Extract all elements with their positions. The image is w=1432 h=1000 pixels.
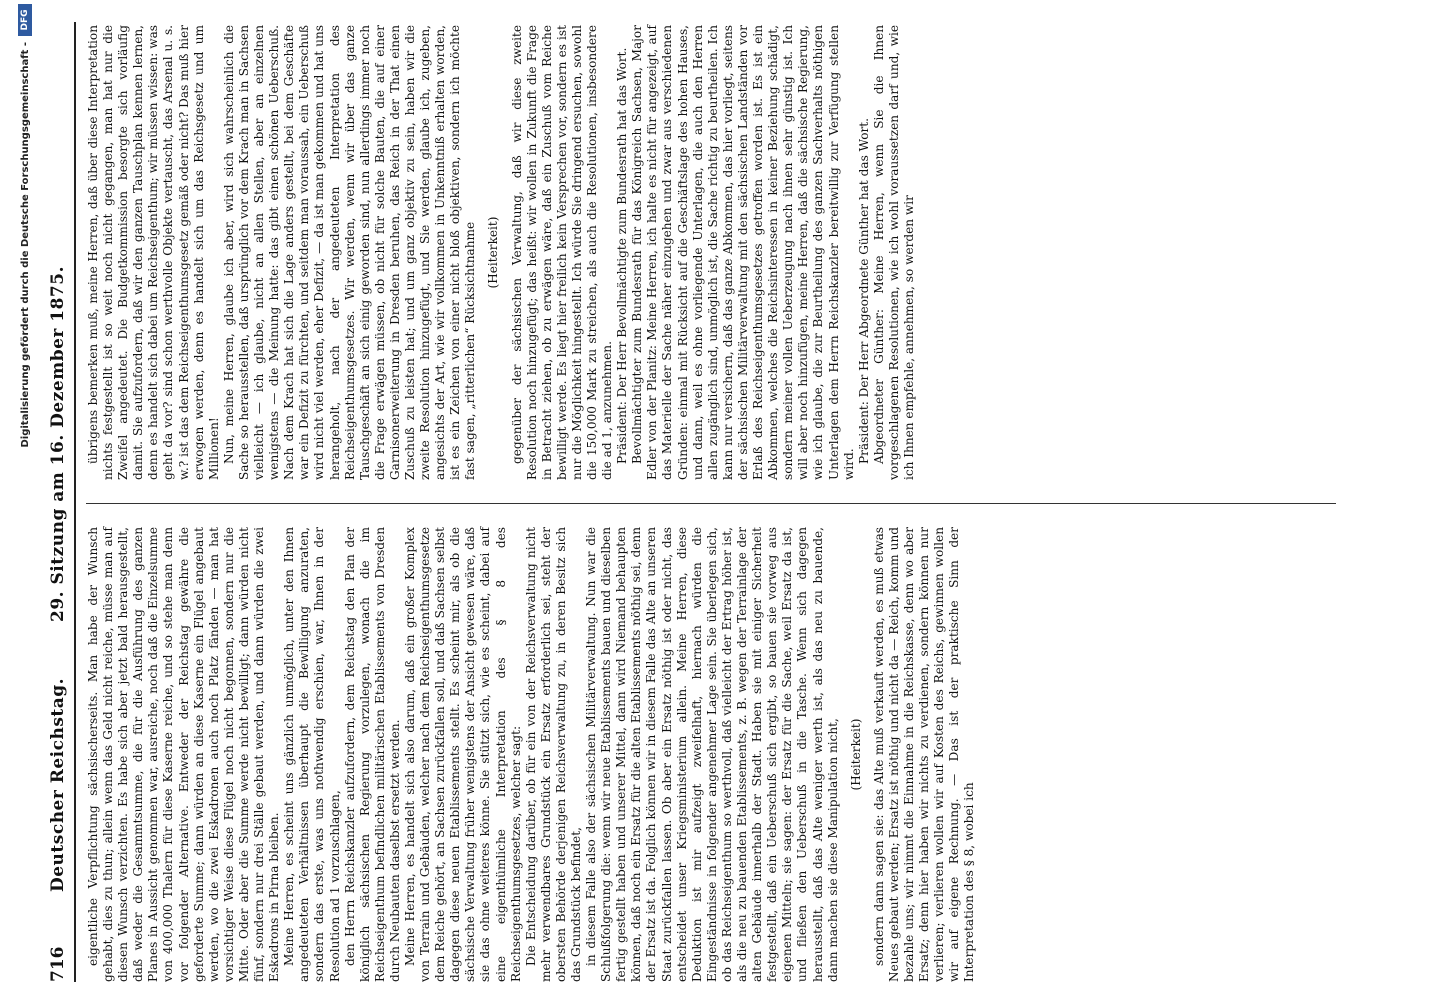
- paragraph: gegenüber der sächsischen Verwaltung, daß wir diese zweite Resolution noch hinzugefügt; das heißt: wir wollen in Zukunft die Frage in Betracht ziehen, ob zu erwägen wäre, daß ein Zuschuß vom Reiche bewilligt werde. Es liegt hier freilich kein Versprechen vor, sondern es ist nur die Möglichkeit hingestellt. Ich würde Sie dringend ersuchen, sowohl die 150,000 Mark zu streichen, als auch die Resolutionen, insbesondere die ad 1, anzunehmen.: [509, 25, 615, 480]
- column-right: [86, 25, 917, 480]
- page-number: 716: [48, 946, 68, 982]
- document-page: [16, 0, 1416, 1000]
- digitization-credit: [16, 0, 38, 1000]
- paragraph: (Heiterkeit): [486, 216, 501, 289]
- page-header: [44, 22, 76, 982]
- paragraph: Meine Herren, es handelt sich also darum, daß ein großer Komplex von Terrain und Gebäuden, welcher nach dem Reichseigenthumsgesetze dem Reiche gehört, an Sachsen zurückfallen soll, und daß Sachsen selbst dagegen diese neuen Etablissements stellt. Es scheint mir, als ob die sächsische Verwaltung früher wenigstens der Ansicht gewesen wäre, daß sie das ohne weiteres könne. Sie stützt sich, wie es scheint, dabei auf eine eigenthümliche Interpretation des § 8 des Reichseigenthumsgesetzes, welcher sagt:: [402, 527, 523, 982]
- paragraph: Nun, meine Herren, glaube ich aber, wird sich wahrscheinlich die Sache so herausstellen, daß ursprünglich vor dem Krach man in Sachsen vielleicht — ich glaube, nicht an allen Stellen, aber an einzelnen wenigstens — die Meinung hatte: das gibt einen schönen Ueberschuß. Nach dem Krach hat sich die Lage anders gestellt, bei dem Geschäfte war ein Defizit zu fürchten, und seitdem man voraussah, ein Ueberschuß wird nicht viel werden, eher Defizit, — da ist man gekommen und hat uns herangeholt, nach der angedeuteten Interpretation des Reichseigenthumsgesetzes. Wir werden, wenn wir über das ganze Tauschgeschäft an sich einig geworden sind, nun allerdings immer noch die Frage erwägen müssen, ob nicht für solche Bauten, die auf einer Garnisonerweiterung in Dresden beruhen, das Reich in der That einen Zuschuß zu leisten hat; und um ganz objektiv zu sein, haben wir die zweite Resolution hinzugefügt, und Sie werden, glaube ich, zugeben, angesichts der Art, wie wir vollkommen in Unkenntniß erhalten worden, ist es ein Zeichen von einer nicht bloß objektiven, sondern ich möchte fast sagen, „ritterlichen“ Rücksichtnahme: [221, 25, 478, 480]
- paragraph: (Heiterkeit): [848, 718, 863, 791]
- column-divider: [86, 503, 1336, 504]
- column-left: [86, 527, 977, 982]
- paragraph: übrigens bemerken muß, meine Herren, daß über diese Interpretation nichts festgestellt ist so weit noch nicht gegangen, man hat nur die Zweifel angedeutet. Die Budgetkommission besorgte sich vorläufig damit. Sie aufzufordern, daß wir den ganzen Tauschplan kennen lernen, denn es handelt sich dabei um Reichseigenthum; wir müssen wissen: was geht da vor? sind schon werthvolle Objekte vertauscht, das Arsenal u. s. w.? ist das dem Reichseigenthumsgesetz gemäß oder nicht? Das muß hier erwogen werden, denn es handelt sich um das Reichsgesetz und um Millionen!: [86, 25, 221, 480]
- paragraph: in diesem Falle also der sächsischen Militärverwaltung. Nun war die Schlußfolgerung die: wenn wir neue Etablissements bauen und dieselben fertig gestellt haben und unserer Mittel, dann wird Niemand behaupten können, daß noch ein Ersatz für die alten Etablissements nöthig sei, denn der Ersatz ist da. Folglich können wir in diesem Falle das Alte an unseren Staat zurückfallen lassen. Ob aber ein Ersatz nöthig ist oder nicht, das entscheidet unser Kriegsministerium allein. Meine Herren, diese Deduktion ist mir aufzeigt zweifelhaft, hiernach würden die Eingeständnisse in folgender angenehmer Lage sein. Sie überlegen sich, ob das Reichseigenthum so werthvoll, daß vielleicht der Ertrag höher ist, als die neu zu bauenden Etablissements, z. B. wegen der Terrainlage der alten Gebäude innerhalb der Stadt. Haben sie mit einiger Sicherheit festgestellt, daß ein Ueberschuß sich ergibt, so bauen sie vorweg aus eigenen Mitteln; sie sagen: der Ersatz für die Sache, weil Ersatz da ist, und fließen den Ueberschuß in die Tasche. Wenn sich dagegen herausstellt, daß das Alte weniger werth ist, als das neu zu bauende, dann machen sie diese Manipulation nicht,: [584, 527, 840, 982]
- paragraph: Präsident: Der Herr Bevollmächtigte zum Bundesrath hat das Wort.: [615, 47, 630, 464]
- dfg-logo: DFG: [18, 4, 32, 36]
- paragraph: Die Entscheidung darüber, ob für ein von der Reichsverwaltung nicht mehr verwendbares Grundstück ein Ersatz erforderlich sei, steht der obersten Behörde derjenigen Reichsverwaltung zu, in deren Besitz sich das Grundstück befindet,: [523, 527, 583, 982]
- paragraph: Meine Herren, es scheint uns gänzlich unmöglich, unter den Ihnen angedeuteten Verhältnissen überhaupt die Bewilligung anzuraten, sondern das erste, was uns nothwendig erschien, war, Ihnen in der Resolution ad 1 vorzuschlagen,: [282, 527, 342, 982]
- paragraph: Abgeordneter Günther: Meine Herren, wenn Sie die Ihnen vorgeschlagenen Resolutionen, wie ich wohl voraussetzen darf und, wie ich Ihnen empfehle, annehmen, so werden wir: [871, 25, 916, 480]
- paragraph: Bevollmächtigter zum Bundesrath für das Königreich Sachsen, Major Edler von der Planitz: Meine Herren, ich halte es nicht für angezeigt, auf das Materielle der Sache näher einzugehen und zwar aus verschiedenen Gründen: einmal mit Rücksicht auf die Geschäftslage des hohen Hauses, und dann, weil es ohne vorliegende Unterlagen, die auch den Herren allen zugänglich sind, unmöglich ist, die Sache richtig zu beurtheilen. Ich kann nur versichern, daß das ganze Abkommen, das hier vorliegt, seitens der sächsischen Militärverwaltung mit den sächsischen Landständen vor Erlaß des Reichseigenthumsgesetzes getroffen worden ist. Es ist ein Abkommen, welches die Reichsinteressen in keiner Beziehung schädigt, sondern meiner vollen Ueberzeugung nach ihnen sehr günstig ist. Ich will aber noch hinzufügen, meine Herren, daß die sächsische Regierung, wie ich glaube, die zur Beurtheilung des ganzen Sachverhalts nöthigen Unterlagen dem Herrn Reichskanzler bereitwillig zur Verfügung stellen wird.: [630, 25, 856, 480]
- paragraph: den Herrn Reichskanzler aufzufordern, dem Reichstag den Plan der königlich sächsischen Regierung vorzulegen, wonach die im Reichseigenthum befindlichen militärischen Etablissements von Dresden durch Neubauten daselbst ersetzt werden.: [342, 527, 402, 982]
- paragraph: sondern dann sagen sie: das Alte muß verkauft werden, es muß etwas Neues gebaut werden; Ersatz ist nöthig und nicht da — Reich, komm und bezahle uns; wir nimmt die Einnahme in die Reichskasse, denn wo aber Ersatz; denn hier haben wir nichts zu verdienen, sondern können nur verlieren; verlieren wollen wir auf Kosten des Reichs, gewinnen wollen wir auf eigene Rechnung. — Das ist der praktische Sinn der Interpretation des § 8, wobei ich: [871, 527, 977, 982]
- credit-text: Digitalisierung gefördert durch die Deutsche Forschungsgemeinschaft -: [20, 42, 31, 448]
- paragraph: Präsident: Der Herr Abgeordnete Günther hat das Wort.: [856, 118, 871, 464]
- publication-title: Deutscher Reichstag.: [48, 677, 68, 892]
- session-title: 29. Sitzung am 16. Dezember 1875.: [48, 265, 68, 622]
- paragraph: eigentliche Verpflichtung sächsischerseits. Man habe der Wunsch gehabt, dies zu thun; allein wenn das Geld nicht reiche, müsse man auf diesen Wunsch verzichten. Es habe sich aber jetzt bald herausgestellt, daß weder die Gesammtsumme, die für die Ausführung des ganzen Planes in Aussicht genommen war, ausreiche, noch daß die Einzelsumme von 400,000 Thalern für diese Kaserne reiche, und so stehe man denn vor folgender Alternative. Entweder der Reichstag gewähre die geforderte Summe; dann würden an diese Kaserne ein Flügel angebaut werden, wo die zwei Eskadronen auch noch Platz fänden — man hat vorsichtiger Weise diese Flügel noch nicht begonnen, sondern nur die Mitte. Oder aber die Summe werde nicht bewilligt; dann würden nicht fünf, sondern nur drei Ställe gebaut werden, und dann würden die zwei Eskadrons in Pirna bleiben.: [86, 527, 282, 982]
